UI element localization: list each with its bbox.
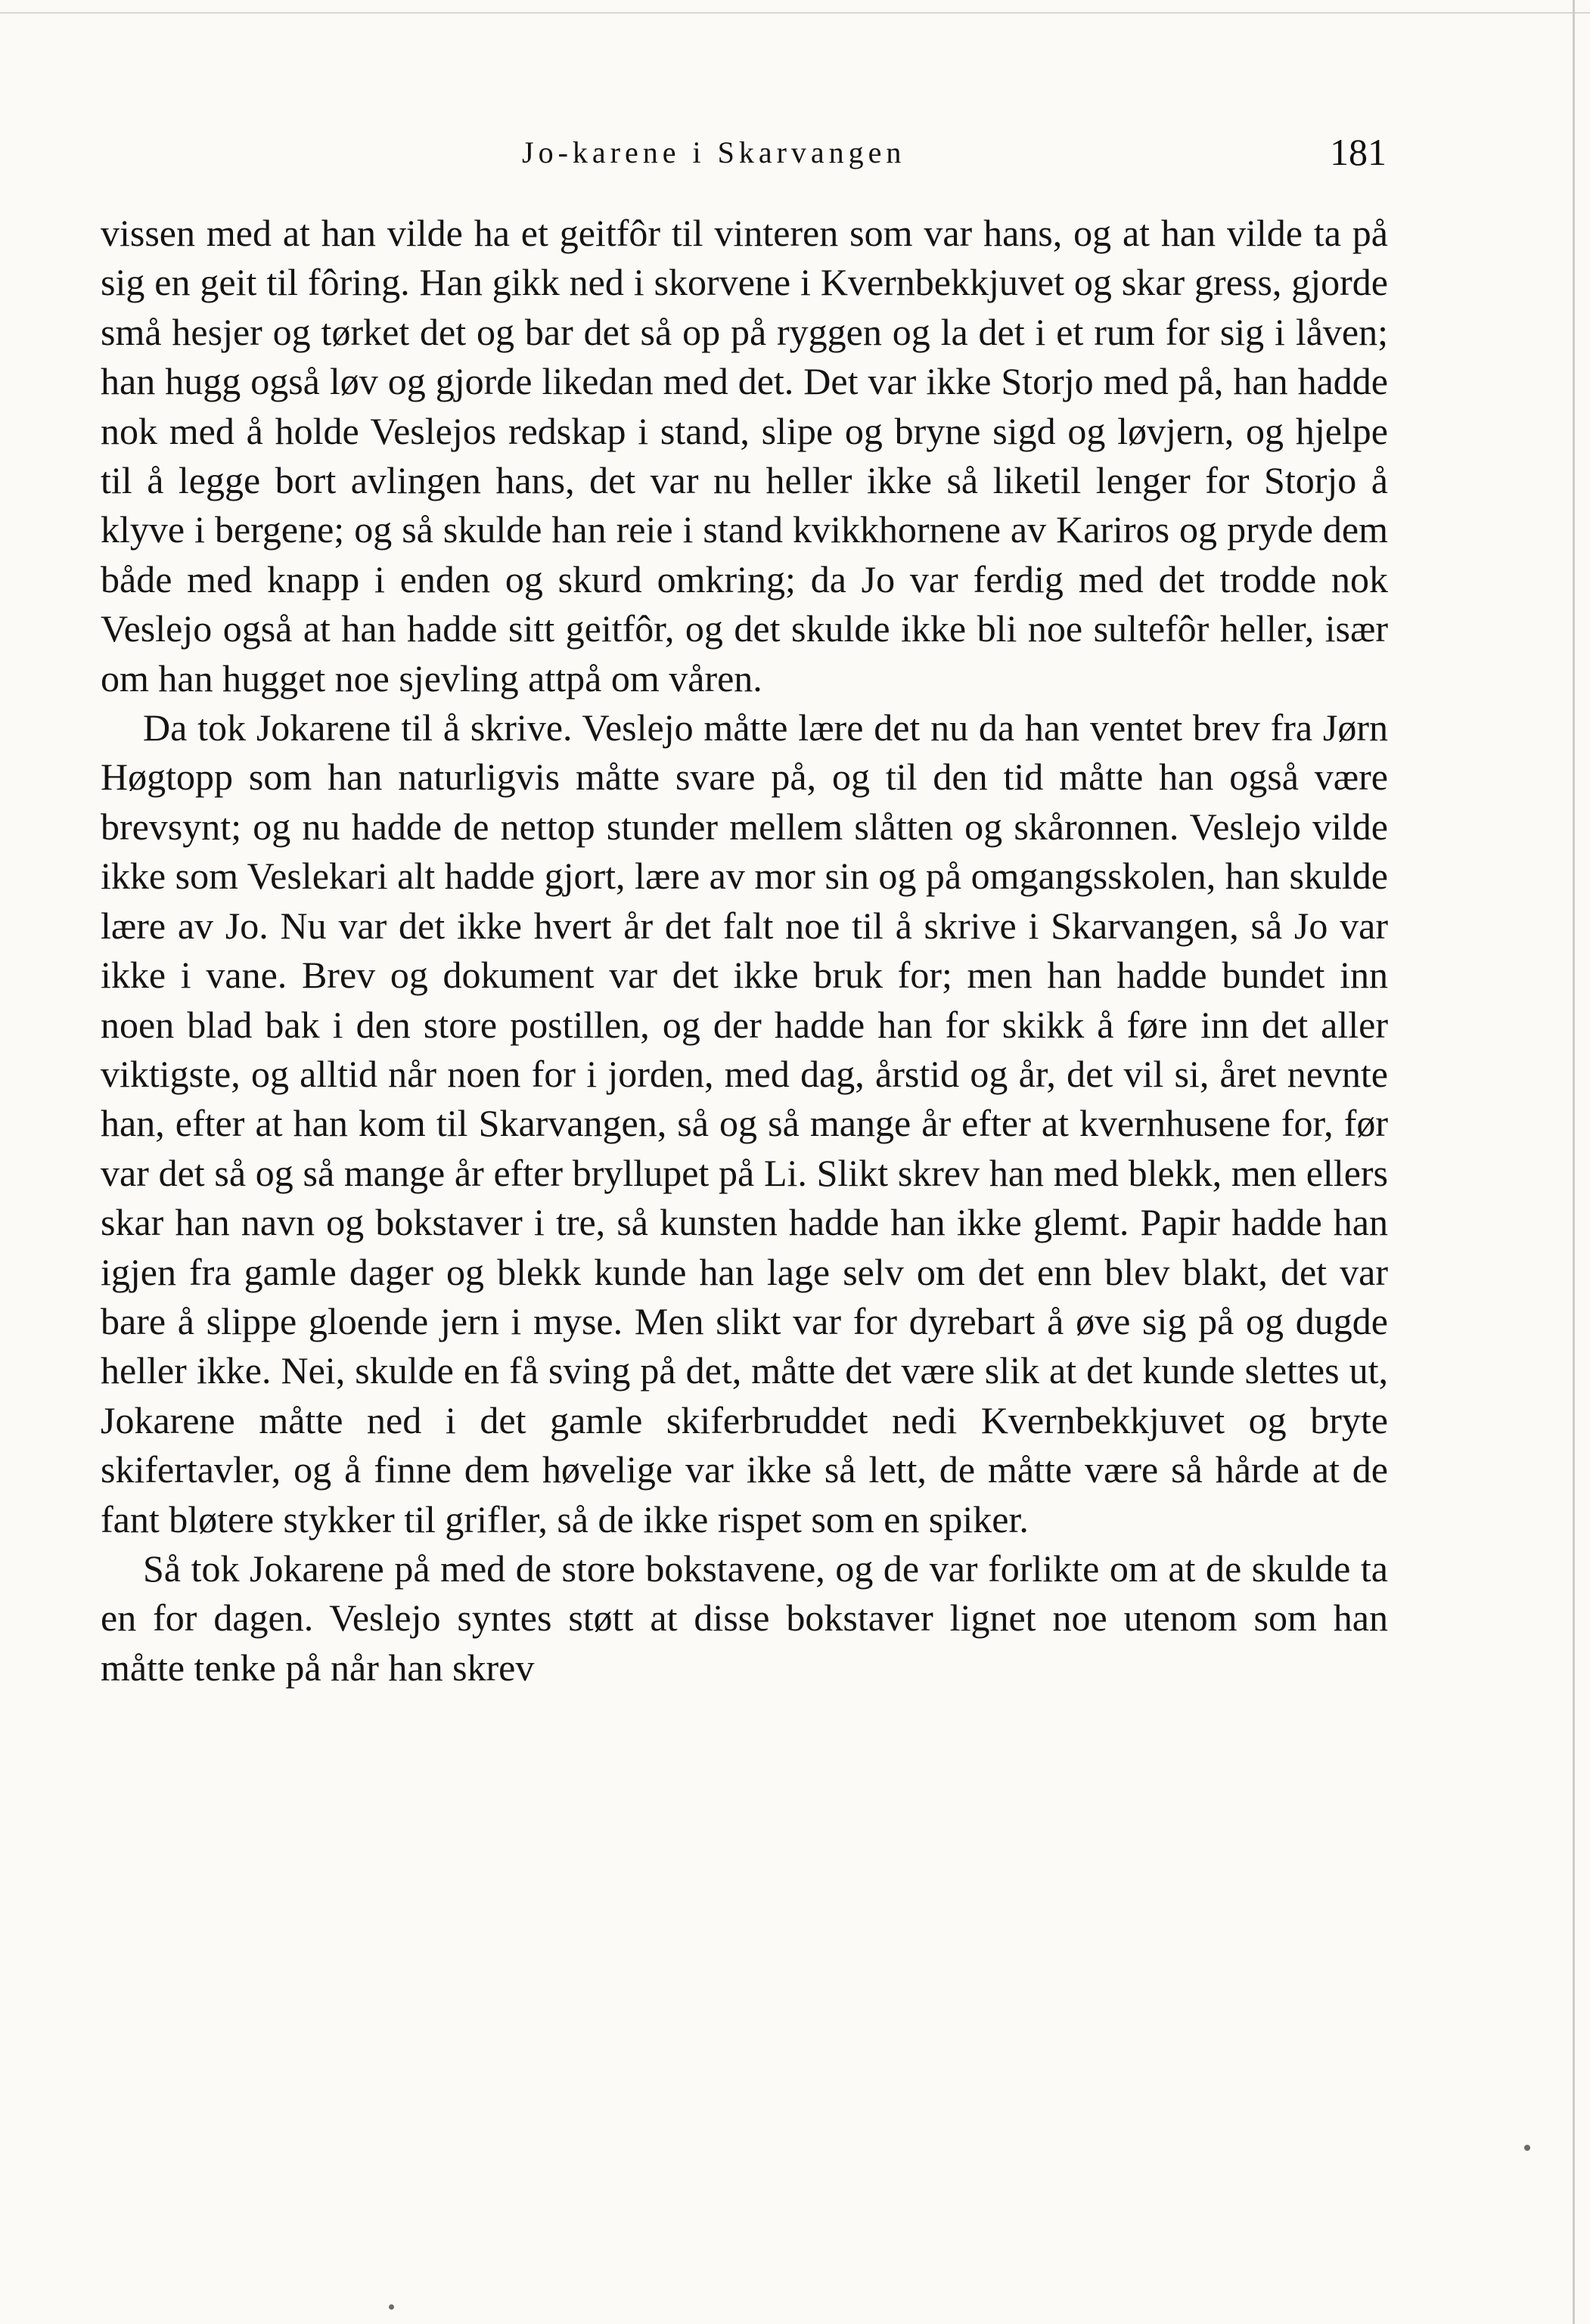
body-text xyxy=(101,209,1388,1693)
page-number: 181 xyxy=(1330,131,1387,173)
scan-speck xyxy=(389,2304,394,2310)
running-title: Jo-karene i Skarvangen xyxy=(522,135,906,169)
page-header xyxy=(0,130,1590,183)
page-right-edge xyxy=(1573,0,1575,2324)
paragraph-3: Så tok Jokarene på med de store bokstavene, og de var forlikte om at de skulde ta en for dagen. Veslejo syntes støtt at disse bokstaver lignet noe utenom som han måtte tenke på når han skrev xyxy=(101,1547,1388,1689)
paragraph-2: Da tok Jokarene til å skrive. Veslejo måtte lære det nu da han ventet brev fra Jørn Høgtopp som han naturligvis måtte svare på, og til den tid måtte han også være brevsynt; og nu hadde de nettop stunder mellem slåtten og skåronnen. Veslejo vilde ikke som Veslekari alt hadde gjort, lære av mor sin og på omgangsskolen, han skulde lære av Jo. Nu var det ikke hvert år det falt noe til å skrive i Skarvangen, så Jo var ikke i vane. Brev og dokument var det ikke bruk for; men han hadde bundet inn noen blad bak i den store postillen, og der hadde han for skikk å føre inn det aller viktigste, og alltid når noen for i jorden, med dag, årstid og år, det vil si, året nevnte han, efter at han kom til Skarvangen, så og så mange år efter at kvernhusene for, før var det så og så mange år efter bryllupet på Li. Slikt skrev han med blekk, men ellers skar han navn og bokstaver i tre, så kunsten hadde han ikke glemt. Papir hadde han igjen fra gamle dager og blekk kunde han lage selv om det enn blev blakt, det var bare å slippe gloende jern i myse. Men slikt var for dyrebart å øve sig på og dugde heller ikke. Nei, skulde en få sving på det, måtte det være slik at det kunde slettes ut, Jokarene måtte ned i det gamle skiferbruddet nedi Kvernbekkjuvet og bryte skifertavler, og å finne dem høvelige var ikke så lett, de måtte være så hårde at de fant bløtere stykker til grifler, så de ikke rispet som en spiker. xyxy=(101,706,1388,1541)
scan-speck xyxy=(1524,2145,1530,2151)
paragraph-1: vissen med at han vilde ha et geitfôr til vinteren som var hans, og at han vilde ta på sig en geit til fôring. Han gikk ned i skorvene i Kvernbekkjuvet og skar gress, gjorde små hesjer og tørket det og bar det så op på ryggen og la det i et rum for sig i låven; han hugg også løv og gjorde likedan med det. Det var ikke Storjo med på, han hadde nok med å holde Veslejos redskap i stand, slipe og bryne sigd og løvjern, og hjelpe til å legge bort avlingen hans, det var nu heller ikke så liketil lenger for Storjo å klyve i bergene; og så skulde han reie i stand kvikkhornene av Kariros og pryde dem både med knapp i enden og skurd omkring; da Jo var ferdig med det trodde nok Veslejo også at han hadde sitt geitfôr, og det skulde ikke bli noe sultefôr heller, især om han hugget noe sjevling attpå om våren. xyxy=(101,212,1388,700)
page-top-edge xyxy=(0,12,1590,14)
